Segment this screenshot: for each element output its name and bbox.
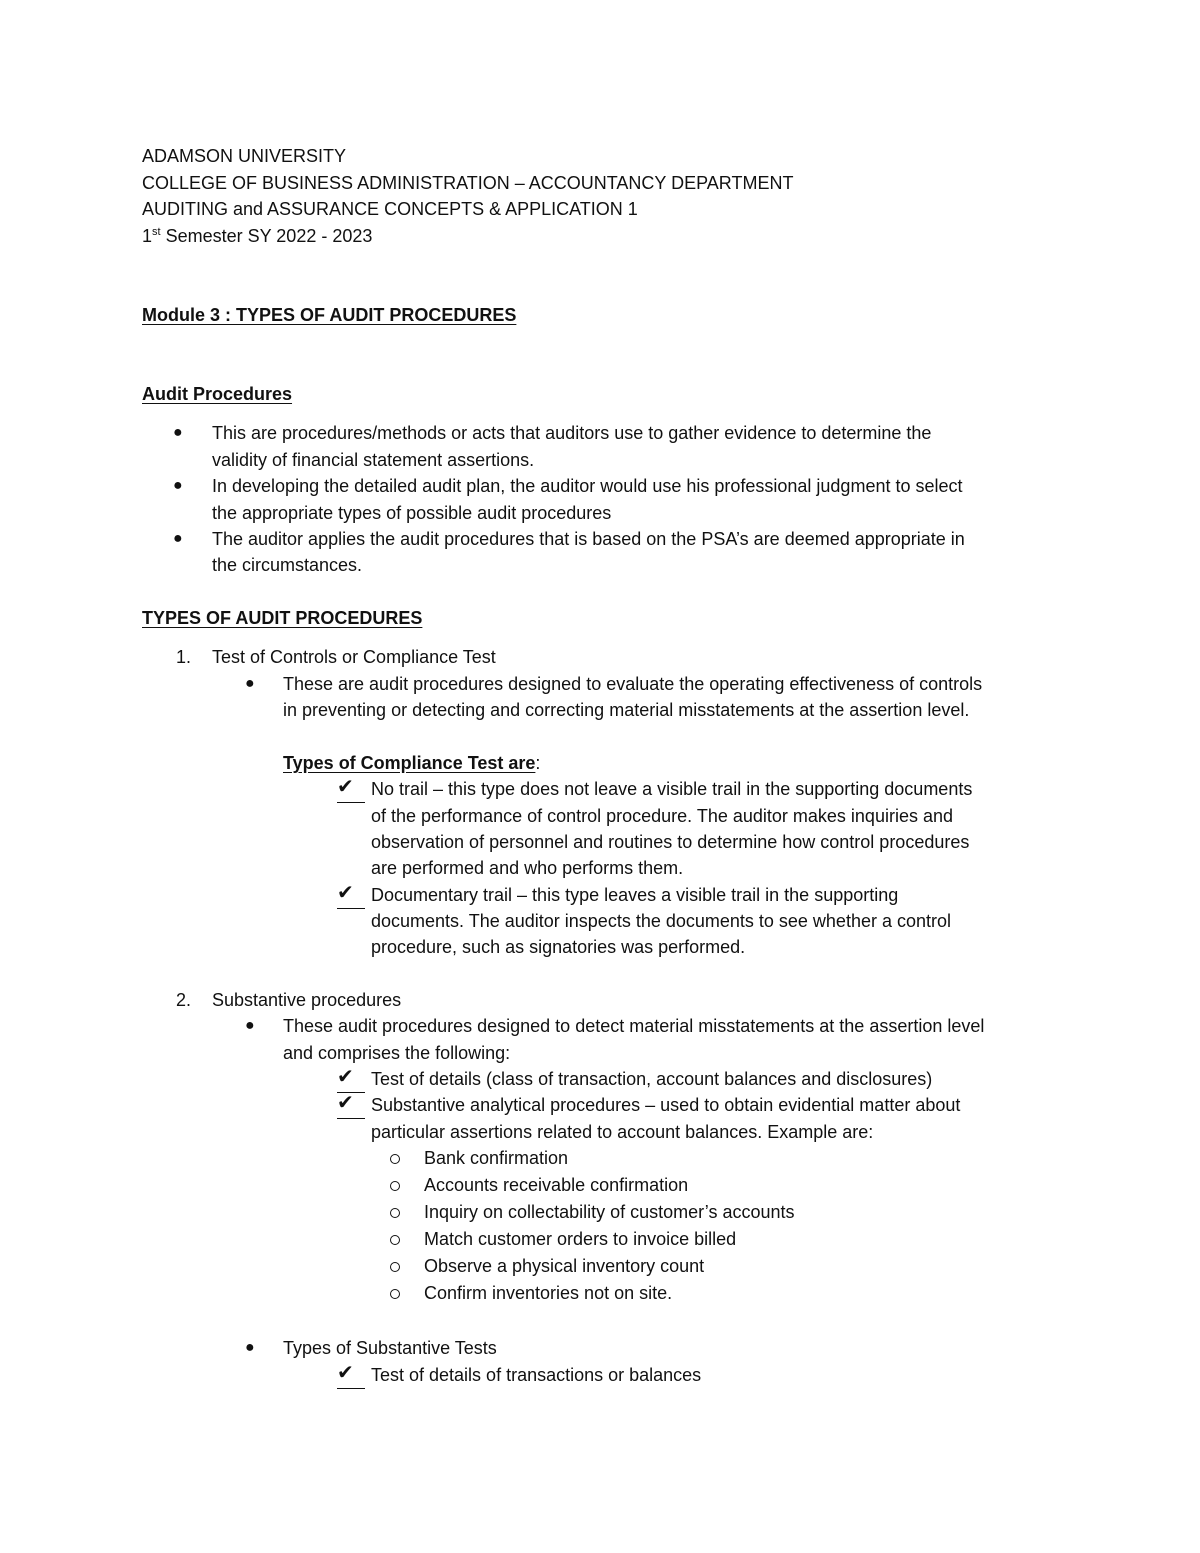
item-2-bullet-line-1: These audit procedures designed to detect material misstatements at the assertion level: [283, 1016, 985, 1036]
substantive-type-item: Test of details of transactions or balances: [371, 1365, 702, 1385]
example-item: Confirm inventories not on site.: [424, 1283, 673, 1303]
documentary-trail-line-3: procedure, such as signatories was performed.: [371, 937, 746, 957]
example-item: Match customer orders to invoice billed: [424, 1229, 737, 1249]
item-2-title: Substantive procedures: [212, 990, 402, 1010]
no-trail-line-2: of the performance of control procedure. The auditor makes inquiries and: [371, 806, 953, 826]
substantive-types-bullet: Types of Substantive Tests: [283, 1338, 497, 1358]
analytical-line-1: Substantive analytical procedures – used to obtain evidential matter about: [371, 1095, 961, 1115]
check-icon: ✔: [337, 1066, 365, 1093]
course-name: AUDITING and ASSURANCE CONCEPTS & APPLICATION 1: [142, 199, 638, 219]
item-1-title: Test of Controls or Compliance Test: [212, 647, 496, 667]
compliance-types-heading: [283, 750, 540, 776]
bullet-icon: ●: [173, 477, 183, 494]
item-2-bullet-line-2: and comprises the following:: [283, 1043, 511, 1063]
circle-bullet-icon: [390, 1181, 400, 1191]
semester-line: [142, 223, 372, 249]
circle-bullet-icon: [390, 1208, 400, 1218]
item-2-number: 2.: [176, 990, 192, 1010]
bullet-icon: ●: [245, 675, 255, 692]
audit-bullet-1-line-1: This are procedures/methods or acts that auditors use to gather evidence to determine the: [212, 423, 932, 443]
compliance-types-heading-colon: :: [535, 753, 541, 773]
example-item: Accounts receivable confirmation: [424, 1175, 689, 1195]
check-icon: ✔: [337, 776, 365, 803]
check-icon: ✔: [337, 882, 365, 909]
module-title: Module 3 : TYPES OF AUDIT PROCEDURES: [142, 305, 517, 325]
documentary-trail-line-1: Documentary trail – this type leaves a visible trail in the supporting: [371, 885, 899, 905]
semester-number: 1: [142, 226, 153, 246]
analytical-line-2: particular assertions related to account balances. Example are:: [371, 1122, 874, 1142]
example-item: Observe a physical inventory count: [424, 1256, 705, 1276]
university-name: ADAMSON UNIVERSITY: [142, 146, 347, 166]
documentary-trail-line-2: documents. The auditor inspects the documents to see whether a control: [371, 911, 951, 931]
college-name: COLLEGE OF BUSINESS ADMINISTRATION – ACCOUNTANCY DEPARTMENT: [142, 173, 794, 193]
test-of-details-line: Test of details (class of transaction, account balances and disclosures): [371, 1069, 933, 1089]
compliance-types-heading-text: Types of Compliance Test are: [283, 753, 536, 773]
audit-bullet-3-line-1: The auditor applies the audit procedures that is based on the PSA’s are deemed appropriate in: [212, 529, 965, 549]
check-icon: ✔: [337, 1092, 365, 1119]
item-1-bullet-line-2: in preventing or detecting and correcting material misstatements at the assertion level.: [283, 700, 970, 720]
bullet-icon: ●: [173, 530, 183, 547]
audit-bullet-2-line-2: the appropriate types of possible audit procedures: [212, 503, 612, 523]
item-1-bullet-line-1: These are audit procedures designed to evaluate the operating effectiveness of controls: [283, 674, 983, 694]
circle-bullet-icon: [390, 1235, 400, 1245]
no-trail-line-3: observation of personnel and routines to determine how control procedures: [371, 832, 970, 852]
audit-bullet-1-line-2: validity of financial statement assertions.: [212, 450, 535, 470]
example-item: Inquiry on collectability of customer’s accounts: [424, 1202, 795, 1222]
bullet-icon: ●: [173, 424, 183, 441]
no-trail-line-1: No trail – this type does not leave a visible trail in the supporting documents: [371, 779, 973, 799]
semester-text: Semester SY 2022 - 2023: [160, 226, 373, 246]
audit-bullet-2-line-1: In developing the detailed audit plan, the auditor would use his professional judgment to select: [212, 476, 963, 496]
circle-bullet-icon: [390, 1262, 400, 1272]
circle-bullet-icon: [390, 1154, 400, 1164]
types-heading: TYPES OF AUDIT PROCEDURES: [142, 608, 423, 628]
bullet-icon: ●: [245, 1339, 255, 1356]
check-icon: ✔: [337, 1362, 365, 1389]
example-item: Bank confirmation: [424, 1148, 569, 1168]
semester-ordinal: st: [152, 226, 161, 238]
bullet-icon: ●: [245, 1017, 255, 1034]
item-1-number: 1.: [176, 647, 192, 667]
no-trail-line-4: are performed and who performs them.: [371, 858, 684, 878]
audit-procedures-heading: Audit Procedures: [142, 384, 293, 404]
audit-bullet-3-line-2: the circumstances.: [212, 555, 363, 575]
circle-bullet-icon: [390, 1289, 400, 1299]
